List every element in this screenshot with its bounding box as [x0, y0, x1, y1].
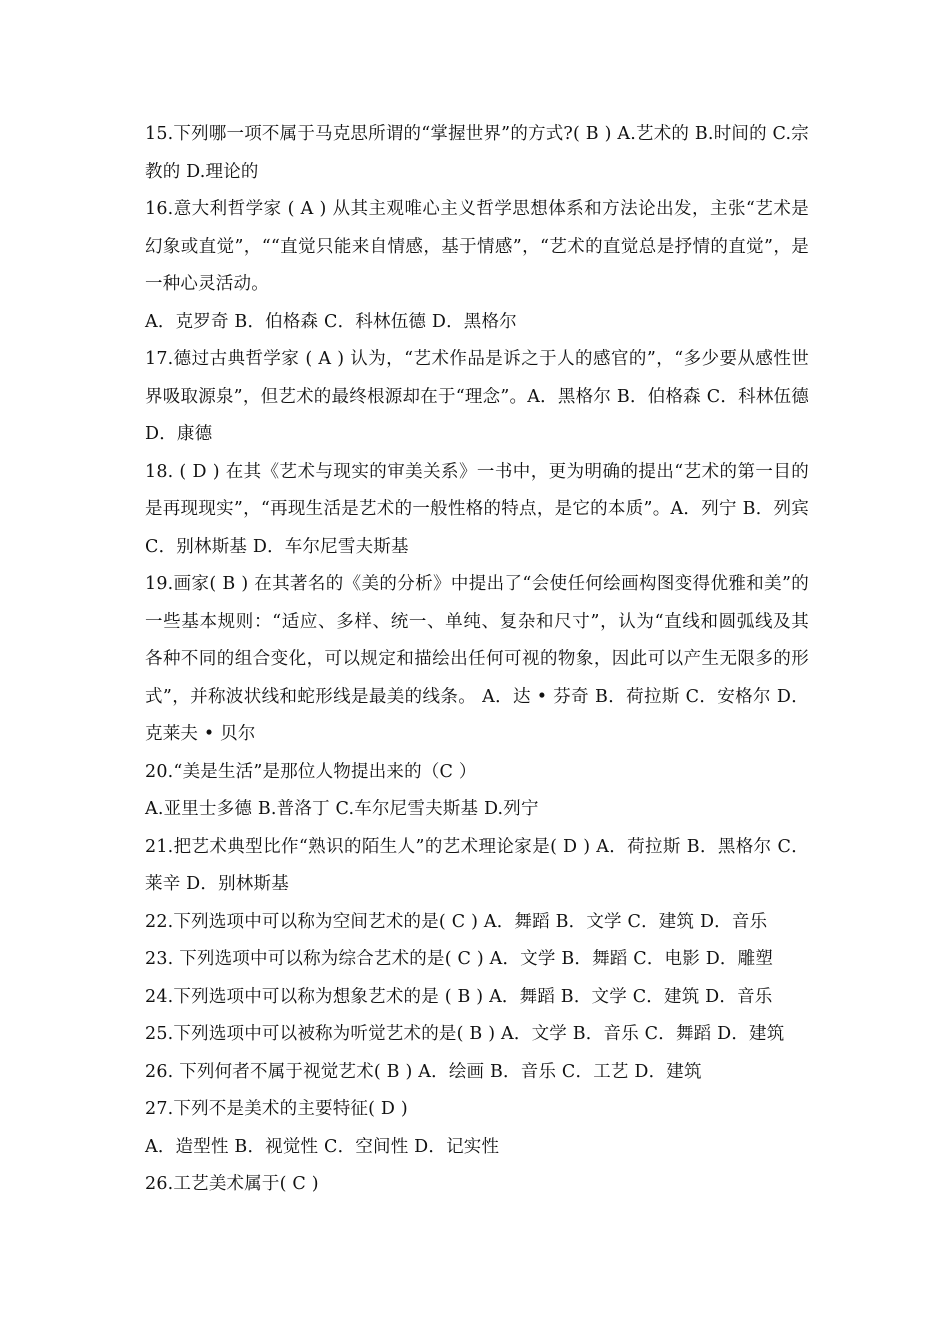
question-20-options: A.亚里士多德 B.普洛丁 C.车尔尼雪夫斯基 D.列宁 — [145, 799, 539, 819]
question-16: 16.意大利哲学家 ( A ) 从其主观唯心主义哲学思想体系和方法论出发，主张“艺术是幻象或直觉”，““直觉只能来自情感，基于情感”，“艺术的直觉总是抒情的直觉”，是一种心灵活动。 — [145, 199, 809, 294]
question-21: 21.把艺术典型比作“熟识的陌生人”的艺术理论家是( D ) A．荷拉斯 B．黑格尔 C．莱辛 D．别林斯基 — [145, 836, 809, 894]
question-27-options: A．造型性 B．视觉性 C．空间性 D．记实性 — [145, 1136, 500, 1157]
question-17: 17.德过古典哲学家 ( A ) 认为，“艺术作品是诉之于人的感官的”，“多少要从感性世界吸取源泉”，但艺术的最终根源却在于“理念”。A．黑格尔 B．伯格森 C．科林伍德 D．康德 — [145, 349, 809, 444]
question-27: 27.下列不是美术的主要特征( D ) — [145, 1099, 408, 1119]
document-page — [145, 116, 809, 1204]
question-20: 20.“美是生活”是那位人物提出来的（C ） — [145, 761, 477, 782]
question-23: 23. 下列选项中可以称为综合艺术的是( C ) A．文学 B．舞蹈 C．电影 D．雕塑 — [145, 949, 774, 969]
question-24: 24.下列选项中可以称为想象艺术的是 ( B ) A．舞蹈 B．文学 C．建筑 D．音乐 — [145, 986, 773, 1007]
question-25: 25.下列选项中可以被称为听觉艺术的是( B ) A．文学 B．音乐 C．舞蹈 D．建筑 — [145, 1024, 785, 1044]
question-19: 19.画家( B ) 在其著名的《美的分析》中提出了“会使任何绘画构图变得优雅和美”的一些基本规则：“适应、多样、统一、单纯、复杂和尺寸”，认为“直线和圆弧线及其各种不同的组合变化，可以规定和描绘出任何可视的物象，因此可以产生无限多的形式”，并称波状线和蛇形线是最美的线条。 A．达 • 芬奇 B．荷拉斯 C．安格尔 D．克莱夫 • 贝尔 — [145, 574, 809, 744]
question-15: 15.下列哪一项不属于马克思所谓的“掌握世界”的方式?( B ) A.艺术的 B.时间的 C.宗教的 D.理论的 — [145, 124, 809, 182]
question-22: 22.下列选项中可以称为空间艺术的是( C ) A．舞蹈 B．文学 C．建筑 D．音乐 — [145, 911, 768, 932]
question-16-options: A．克罗奇 B．伯格森 C．科林伍德 D．黑格尔 — [145, 311, 517, 332]
question-26: 26. 下列何者不属于视觉艺术( B ) A．绘画 B．音乐 C．工艺 D．建筑 — [145, 1061, 702, 1082]
question-18: 18. ( D ) 在其《艺术与现实的审美关系》一书中，更为明确的提出“艺术的第一目的是再现现实”，“再现生活是艺术的一般性格的特点，是它的本质”。A．列宁 B．列宾 C．别林斯基 D．车尔尼雪夫斯基 — [145, 461, 809, 557]
question-26b: 26.工艺美术属于( C ) — [145, 1174, 319, 1194]
